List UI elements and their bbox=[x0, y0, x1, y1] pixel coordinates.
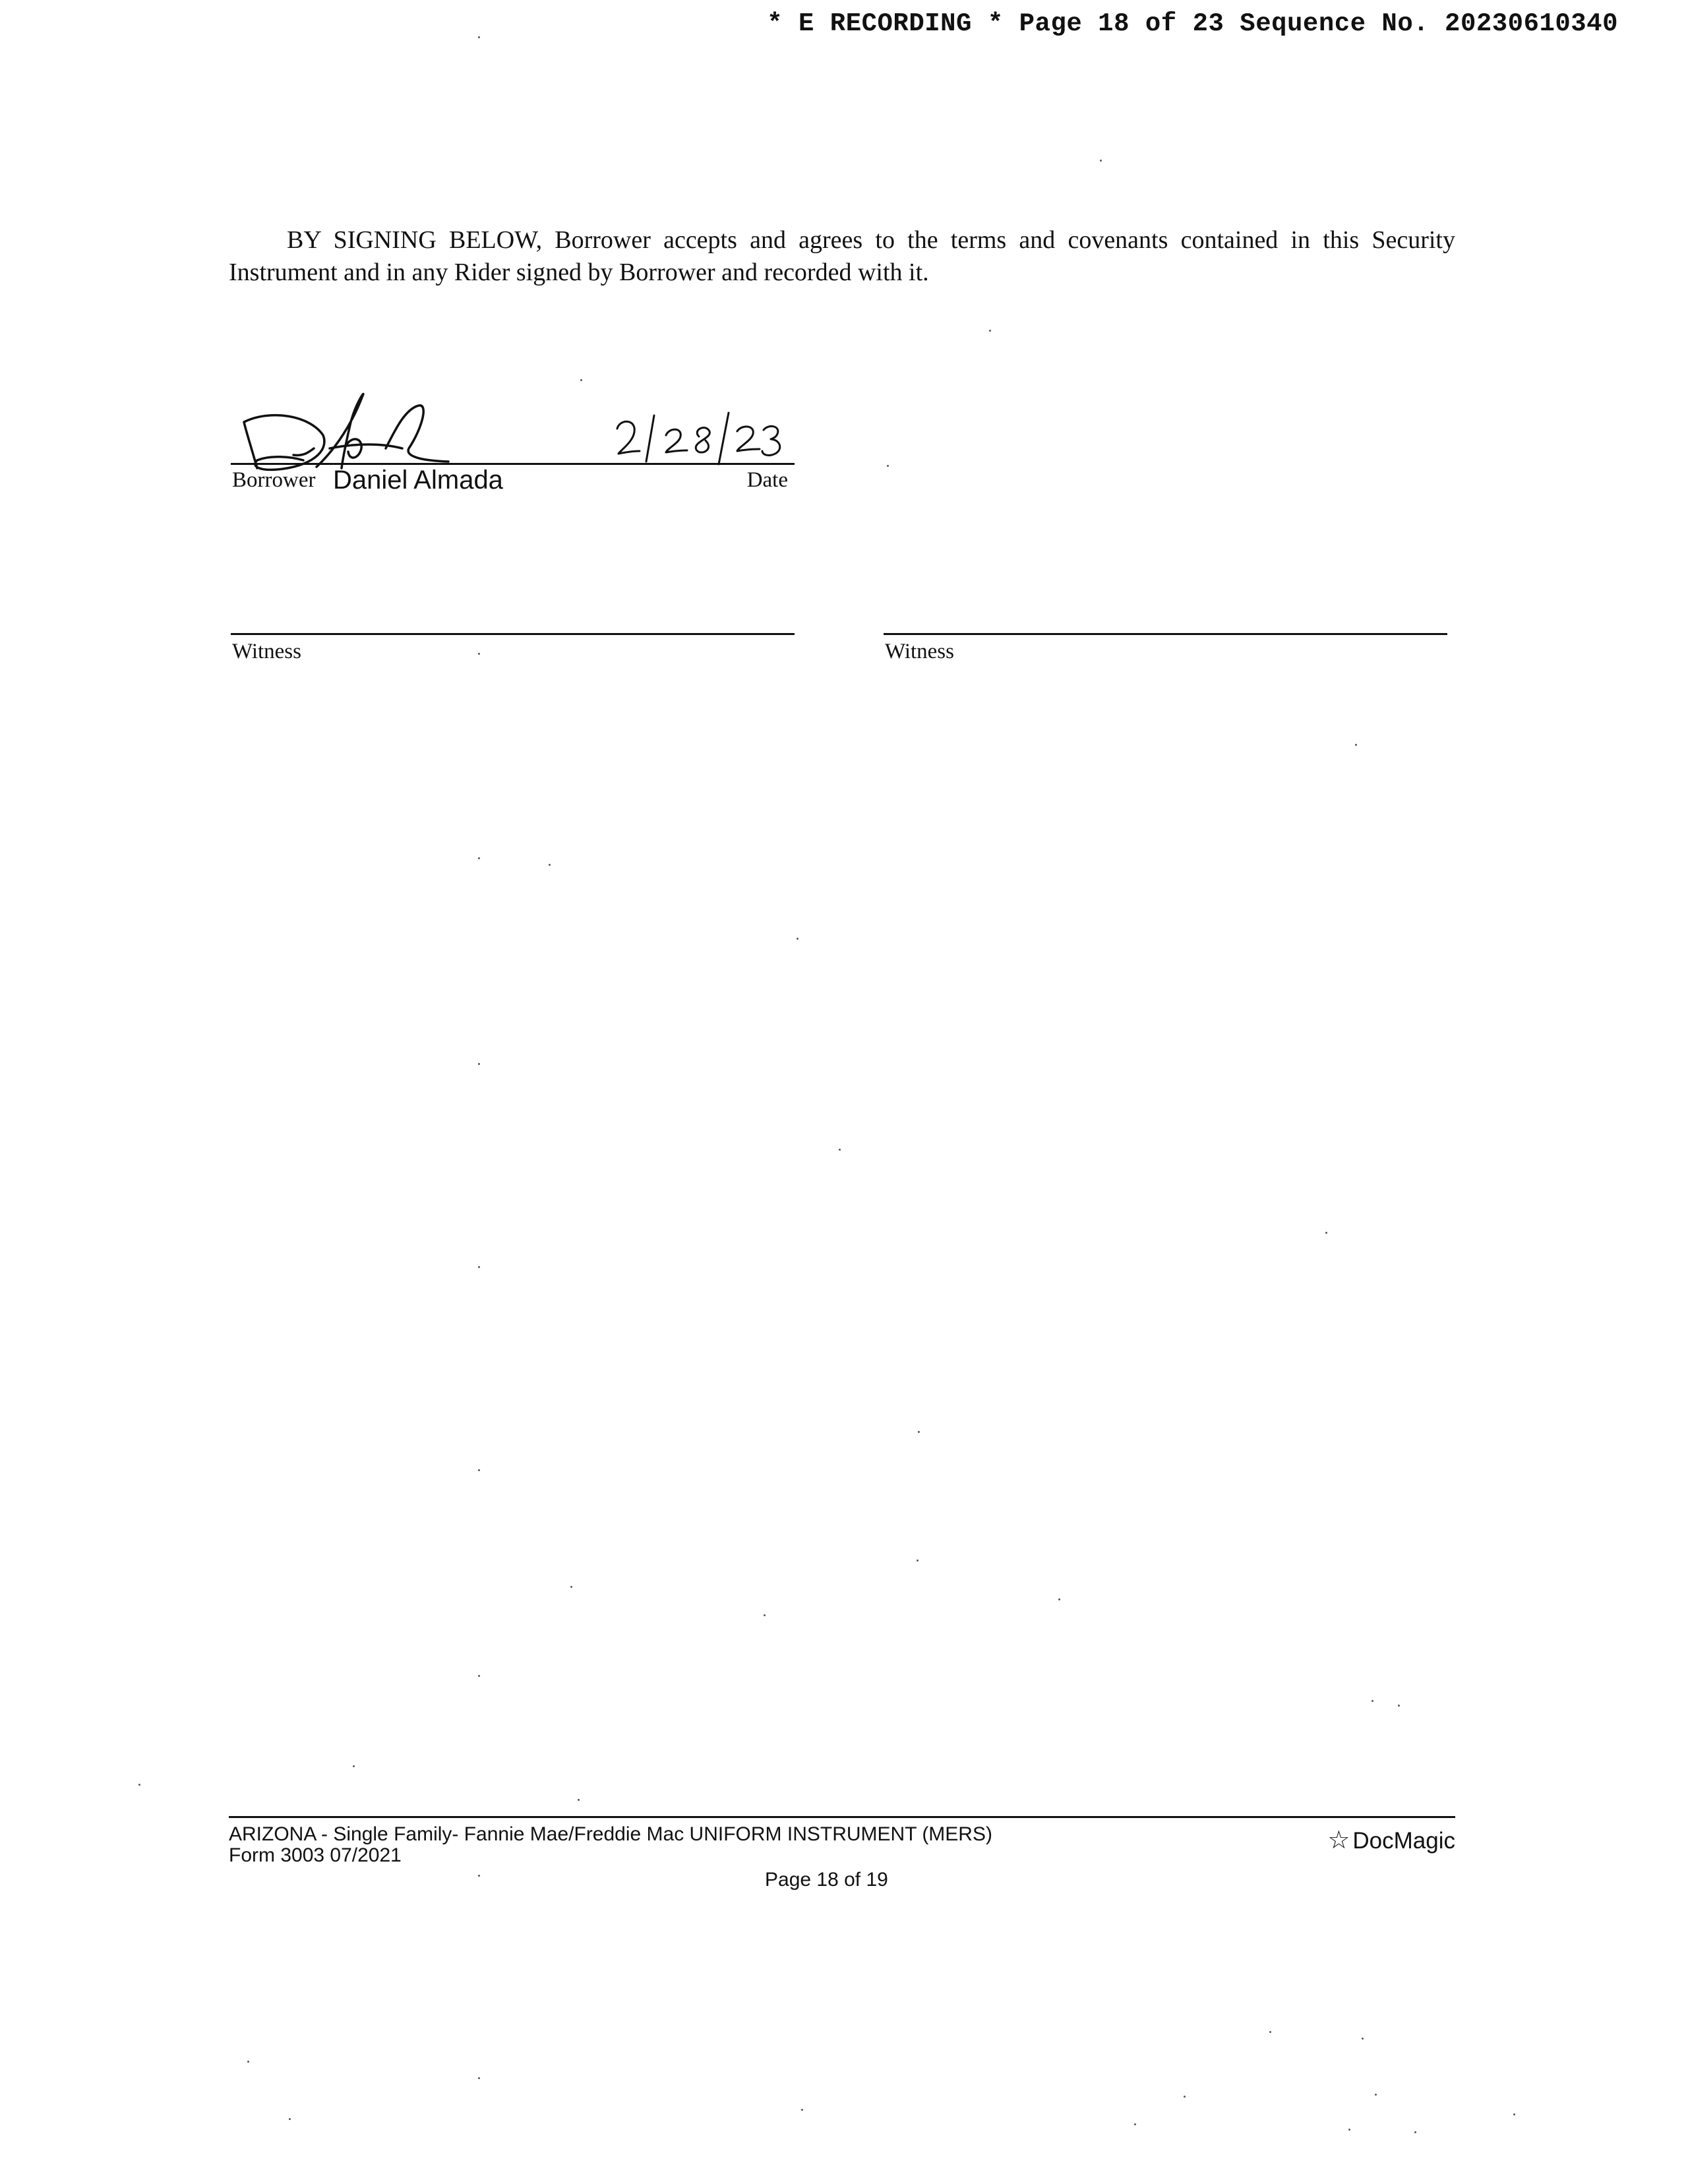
borrower-signature-image bbox=[231, 382, 462, 475]
witness-label: Witness bbox=[885, 640, 954, 663]
witness-block-left bbox=[231, 633, 795, 686]
scan-speck bbox=[138, 1784, 140, 1786]
scan-speck bbox=[478, 857, 480, 859]
scan-speck bbox=[570, 1586, 572, 1588]
scan-speck bbox=[1325, 1232, 1327, 1234]
footer-form-title: ARIZONA - Single Family- Fannie Mae/Freddie Mac UNIFORM INSTRUMENT (MERS) bbox=[229, 1823, 992, 1845]
scan-speck bbox=[580, 379, 582, 381]
scan-speck bbox=[289, 2118, 291, 2120]
borrower-signature-line bbox=[231, 463, 795, 465]
scan-speck bbox=[478, 1675, 480, 1677]
borrower-name: Daniel Almada bbox=[333, 466, 503, 495]
scan-speck bbox=[478, 2077, 480, 2079]
signature-acknowledgement-paragraph: BY SIGNING BELOW, Borrower accepts and agrees to the terms and covenants contained in this Security Instrument and in any Rider signed by Borrower and recorded with it. bbox=[229, 226, 1455, 286]
scan-speck bbox=[478, 1266, 480, 1268]
borrower-signature-block bbox=[231, 369, 795, 501]
scan-speck bbox=[801, 2109, 803, 2111]
scan-speck bbox=[247, 2061, 249, 2063]
scan-speck bbox=[1348, 2129, 1350, 2131]
scan-speck bbox=[1269, 2031, 1271, 2033]
recording-header: * E RECORDING * Page 18 of 23 Sequence No. 20230610340 bbox=[767, 9, 1618, 38]
star-icon: ☆ bbox=[1327, 1827, 1350, 1854]
witness-label: Witness bbox=[232, 640, 301, 663]
scan-speck bbox=[1362, 2038, 1364, 2040]
scan-speck bbox=[1134, 2123, 1136, 2125]
scan-speck bbox=[887, 465, 889, 467]
handwritten-date bbox=[613, 409, 785, 468]
scan-speck bbox=[353, 1765, 355, 1767]
scan-speck bbox=[478, 1875, 480, 1877]
footer-page-number: Page 18 of 19 bbox=[765, 1869, 888, 1891]
scan-speck bbox=[1513, 2113, 1515, 2115]
scan-speck bbox=[918, 1431, 920, 1433]
scan-speck bbox=[1184, 2096, 1186, 2098]
scan-speck bbox=[797, 938, 799, 940]
scan-speck bbox=[1372, 1700, 1373, 1702]
scan-speck bbox=[578, 1799, 580, 1801]
docmagic-brand: DocMagic bbox=[1352, 1828, 1455, 1854]
scan-speck bbox=[478, 36, 480, 38]
scan-speck bbox=[478, 653, 480, 655]
scan-speck bbox=[478, 1469, 480, 1471]
scan-speck bbox=[989, 330, 991, 332]
scan-speck bbox=[1414, 2131, 1416, 2133]
scan-speck bbox=[1058, 1598, 1060, 1600]
footer-form-number: Form 3003 07/2021 bbox=[229, 1844, 402, 1866]
scan-speck bbox=[764, 1614, 766, 1616]
witness-block-right bbox=[884, 633, 1447, 686]
scan-speck bbox=[1355, 744, 1357, 746]
scan-speck bbox=[917, 1560, 919, 1562]
scan-speck bbox=[549, 864, 551, 866]
docmagic-logo bbox=[1327, 1825, 1455, 1855]
scan-speck bbox=[1375, 2094, 1377, 2096]
scan-speck bbox=[478, 1063, 480, 1065]
footer-divider bbox=[229, 1816, 1455, 1818]
witness-signature-line bbox=[884, 633, 1447, 635]
scan-speck bbox=[1398, 1705, 1400, 1707]
borrower-label: Borrower bbox=[232, 468, 316, 492]
scan-speck bbox=[1100, 160, 1102, 162]
scan-speck bbox=[839, 1149, 841, 1151]
witness-signature-line bbox=[231, 633, 795, 635]
date-label: Date bbox=[746, 468, 788, 492]
